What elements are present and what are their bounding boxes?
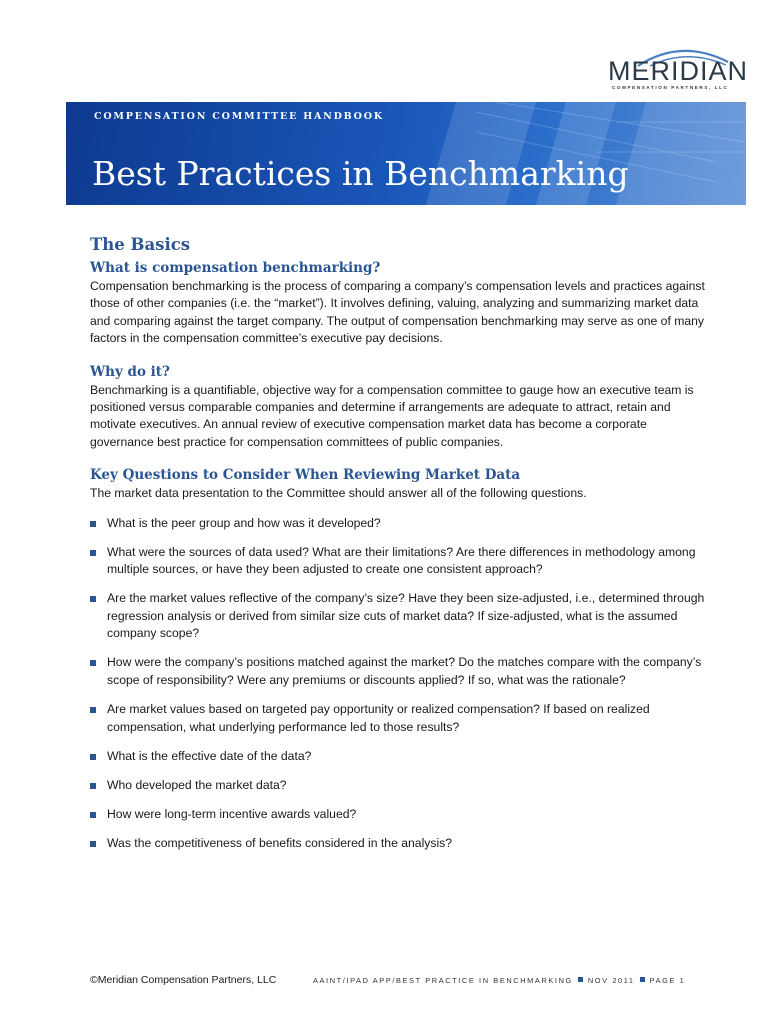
list-item-text: Who developed the market data? bbox=[107, 777, 287, 792]
bullet-square-icon bbox=[90, 707, 96, 713]
list-item bbox=[90, 654, 710, 689]
footer-copyright: ©Meridian Compensation Partners, LLC bbox=[90, 974, 277, 986]
banner-title: Best Practices in Benchmarking bbox=[92, 154, 629, 193]
question-list bbox=[90, 515, 710, 853]
list-item bbox=[90, 748, 710, 765]
bullet-square-icon bbox=[90, 841, 96, 847]
footer-doc-code: AAINT/IPAD APP/BEST PRACTICE IN BENCHMARKING bbox=[313, 976, 573, 985]
footer-page: PAGE 1 bbox=[649, 976, 686, 985]
logo-name: MERIDIAN bbox=[608, 56, 749, 86]
bullet-square-icon bbox=[90, 812, 96, 818]
main-content bbox=[90, 234, 710, 865]
list-item-text: Are market values based on targeted pay opportunity or realized compensation? If based on realized compensation, what underlying performance led to those results? bbox=[107, 702, 650, 734]
paragraph-what-is: Compensation benchmarking is the process of comparing a company’s compensation levels and practices against those of other companies (i.e. the “market”). It involves defining, valuing, analyzing and summarizing market data and comparing against the target company. The output of compensation benchmarking may serve as one of many factors in the compensation committee’s executive pay decisions. bbox=[90, 279, 705, 346]
list-item bbox=[90, 701, 710, 736]
footer-separator-icon bbox=[578, 977, 583, 982]
list-item bbox=[90, 835, 710, 852]
list-item-text: What is the effective date of the data? bbox=[107, 748, 312, 763]
list-item-text: What were the sources of data used? What are their limitations? Are there differences in methodology among multiple sources, or have they been adjusted to create one consistent approach? bbox=[107, 544, 696, 577]
bullet-square-icon bbox=[90, 550, 96, 556]
list-item bbox=[90, 544, 710, 579]
footer-date: NOV 2011 bbox=[587, 976, 635, 985]
bullet-square-icon bbox=[90, 521, 96, 527]
section-heading: The Basics bbox=[90, 235, 191, 254]
list-item bbox=[90, 590, 710, 642]
paragraph-why: Benchmarking is a quantifiable, objective way for a compensation committee to gauge how an executive team is positioned versus comparable companies and determine if arrangements are adequate to attract, retain and motivate executives. An annual review of executive compensation market data has become a corporate governance best practice for compensation committees of public companies. bbox=[90, 382, 694, 449]
logo-subtitle: COMPENSATION PARTNERS, LLC bbox=[612, 85, 729, 90]
meridian-logo bbox=[600, 44, 749, 90]
bullet-square-icon bbox=[90, 596, 96, 602]
subheading-key-questions: Key Questions to Consider When Reviewing Market Data bbox=[90, 467, 521, 484]
list-item-text: What is the peer group and how was it developed? bbox=[107, 515, 381, 530]
header-banner bbox=[66, 102, 746, 205]
list-item bbox=[90, 777, 710, 794]
bullet-square-icon bbox=[90, 660, 96, 666]
footer-separator-icon bbox=[640, 977, 645, 982]
bullet-square-icon bbox=[90, 783, 96, 789]
footer-doc-info bbox=[313, 976, 685, 985]
bullet-square-icon bbox=[90, 754, 96, 760]
paragraph-key-questions: The market data presentation to the Committee should answer all of the following questions. bbox=[90, 486, 587, 501]
subheading-why: Why do it? bbox=[90, 363, 170, 380]
list-item-text: Was the competitiveness of benefits considered in the analysis? bbox=[107, 836, 453, 851]
banner-kicker: COMPENSATION COMMITTEE HANDBOOK bbox=[94, 111, 384, 122]
subheading-what-is: What is compensation benchmarking? bbox=[90, 260, 381, 276]
list-item bbox=[90, 515, 710, 532]
list-item-text: How were the company’s positions matched against the market? Do the matches compare with the company’s scope of responsibility? Were any premiums or discounts applied? If so, what was the rationale? bbox=[107, 655, 702, 687]
list-item-text: Are the market values reflective of the company’s size? Have they been size-adjusted, i.e., determined through regression analysis or derived from similar size cuts of market data? If size-adjusted, what is the assumed company scope? bbox=[107, 591, 705, 641]
list-item-text: How were long-term incentive awards valued? bbox=[107, 807, 357, 822]
list-item bbox=[90, 806, 710, 823]
